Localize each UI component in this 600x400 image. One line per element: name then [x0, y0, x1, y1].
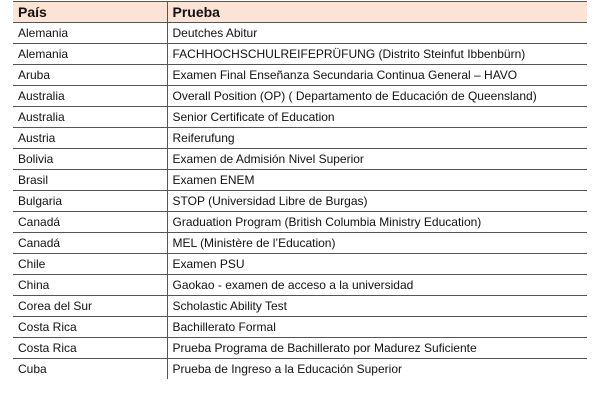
- cell-exam: Graduation Program (British Columbia Ministry Education): [167, 212, 587, 233]
- table-row: [13, 23, 587, 44]
- cell-country: Cuba: [13, 359, 167, 380]
- table-row: [13, 170, 587, 191]
- cell-exam: Examen ENEM: [167, 170, 587, 191]
- cell-country: Brasil: [13, 170, 167, 191]
- cell-country: Costa Rica: [13, 317, 167, 338]
- table-row: [13, 338, 587, 359]
- cell-exam: Prueba de Ingreso a la Educación Superior: [167, 359, 587, 380]
- cell-exam: Examen de Admisión Nivel Superior: [167, 149, 587, 170]
- document-page: [13, 1, 587, 379]
- table-row: [13, 107, 587, 128]
- table-header-row: [13, 2, 587, 23]
- cell-exam: STOP (Universidad Libre de Burgas): [167, 191, 587, 212]
- cell-exam: Scholastic Ability Test: [167, 296, 587, 317]
- table-row: [13, 128, 587, 149]
- table-row: [13, 275, 587, 296]
- table-row: [13, 191, 587, 212]
- table-row: [13, 86, 587, 107]
- table-row: [13, 149, 587, 170]
- cell-exam: Bachillerato Formal: [167, 317, 587, 338]
- table-body: [13, 23, 587, 380]
- cell-exam: Deutches Abitur: [167, 23, 587, 44]
- cell-country: Aruba: [13, 65, 167, 86]
- cell-country: Canadá: [13, 233, 167, 254]
- cell-country: Costa Rica: [13, 338, 167, 359]
- cell-exam: Senior Certificate of Education: [167, 107, 587, 128]
- cell-country: Austria: [13, 128, 167, 149]
- country-exam-table: [13, 1, 587, 379]
- table-row: [13, 233, 587, 254]
- cell-country: China: [13, 275, 167, 296]
- cell-exam: MEL (Ministère de l’Education): [167, 233, 587, 254]
- cell-country: Bolivia: [13, 149, 167, 170]
- header-exam: Prueba: [167, 2, 587, 23]
- cell-country: Canadá: [13, 212, 167, 233]
- cell-exam: Overall Position (OP) ( Departamento de Educación de Queensland): [167, 86, 587, 107]
- table-row: [13, 254, 587, 275]
- table-row: [13, 212, 587, 233]
- cell-exam: Examen PSU: [167, 254, 587, 275]
- table-row: [13, 65, 587, 86]
- cell-country: Australia: [13, 107, 167, 128]
- cell-country: Corea del Sur: [13, 296, 167, 317]
- cell-country: Alemania: [13, 44, 167, 65]
- cell-exam: Reiferufung: [167, 128, 587, 149]
- cell-country: Chile: [13, 254, 167, 275]
- cell-country: Bulgaria: [13, 191, 167, 212]
- cell-country: Australia: [13, 86, 167, 107]
- cell-exam: Gaokao - examen de acceso a la universidad: [167, 275, 587, 296]
- table-row: [13, 296, 587, 317]
- header-country: País: [13, 2, 167, 23]
- cell-exam: Examen Final Enseñanza Secundaria Continua General – HAVO: [167, 65, 587, 86]
- cell-exam: FACHHOCHSCHULREIFEPRÜFUNG (Distrito Steinfut Ibbenbürn): [167, 44, 587, 65]
- table-row: [13, 317, 587, 338]
- cell-country: Alemania: [13, 23, 167, 44]
- table-row: [13, 359, 587, 380]
- cell-exam: Prueba Programa de Bachillerato por Madurez Suficiente: [167, 338, 587, 359]
- table-row: [13, 44, 587, 65]
